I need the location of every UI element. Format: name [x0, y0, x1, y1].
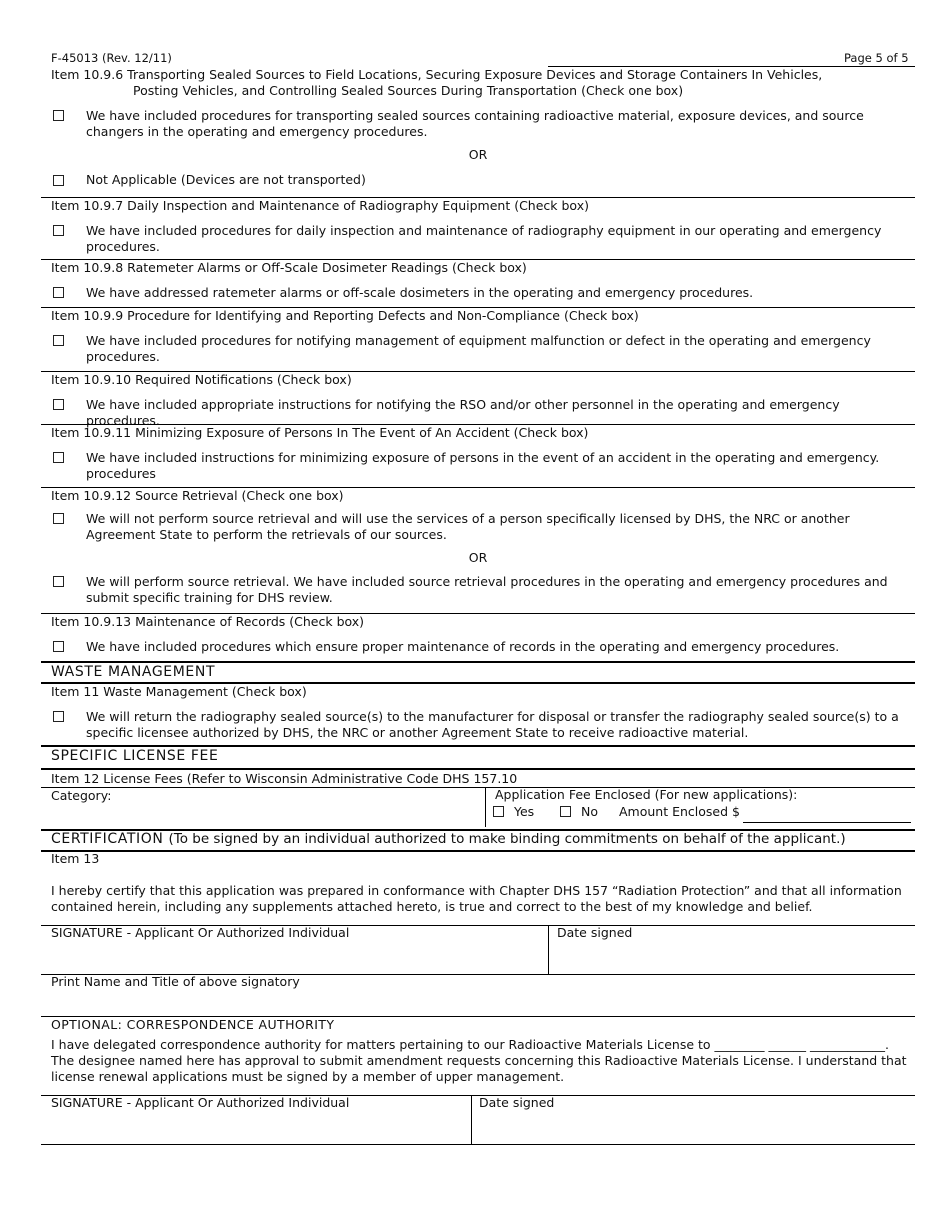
item-10-9-6-or: OR — [468, 147, 488, 162]
section-divider — [41, 850, 915, 852]
item-10-9-7-title: Item 10.9.7 Daily Inspection and Maintenance of Radiography Equipment (Check box) — [51, 198, 589, 213]
item-10-9-10-title: Item 10.9.10 Required Notifications (Check box) — [51, 372, 352, 387]
item-10-9-6-title-line1: Item 10.9.6 Transporting Sealed Sources to Field Locations, Securing Exposure Devices and Storage Containers In Vehicles, — [51, 67, 823, 82]
correspondence-signature-label: SIGNATURE - Applicant Or Authorized Individual — [51, 1095, 350, 1110]
fee-no-label: No — [581, 804, 598, 819]
item-10-9-12-option1-checkbox[interactable] — [53, 513, 64, 524]
correspondence-heading: OPTIONAL: CORRESPONDENCE AUTHORITY — [51, 1017, 335, 1032]
amount-enclosed-label: Amount Enclosed $ — [619, 804, 740, 819]
license-fee-heading: SPECIFIC LICENSE FEE — [51, 748, 219, 764]
item-10-9-12-option2-checkbox[interactable] — [53, 576, 64, 587]
section-divider — [41, 745, 915, 747]
signature-label: SIGNATURE - Applicant Or Authorized Individual — [51, 925, 350, 940]
certification-heading — [51, 831, 846, 847]
item-10-9-11-title: Item 10.9.11 Minimizing Exposure of Persons In The Event of An Accident (Check box) — [51, 425, 589, 440]
item-10-9-8-title: Item 10.9.8 Ratemeter Alarms or Off-Scale Dosimeter Readings (Check box) — [51, 260, 527, 275]
item-10-9-6-option1-checkbox[interactable] — [53, 110, 64, 121]
item-10-9-11-checkbox[interactable] — [53, 452, 64, 463]
section-divider — [41, 661, 915, 663]
item-10-9-6-option2-checkbox[interactable] — [53, 175, 64, 186]
section-divider — [41, 768, 915, 770]
fee-enclosed-label: Application Fee Enclosed (For new applications): — [495, 787, 798, 802]
item-10-9-13-checkbox[interactable] — [53, 641, 64, 652]
item-10-9-12-or: OR — [468, 550, 488, 565]
item-11-title: Item 11 Waste Management (Check box) — [51, 684, 307, 699]
correspondence-signature-field[interactable] — [41, 1113, 469, 1143]
item-13-title: Item 13 — [51, 851, 100, 866]
correspondence-date-label: Date signed — [479, 1095, 555, 1110]
item-10-9-7-checkbox[interactable] — [53, 225, 64, 236]
correspondence-date-field[interactable] — [474, 1113, 913, 1143]
item-10-9-13-text: We have included procedures which ensure proper maintenance of records in the operating and emergency procedures. — [86, 639, 840, 654]
item-10-9-6-option1-text: We have included procedures for transporting sealed sources containing radioactive material, exposure devices, and source changers in the operating and emergency procedures. — [86, 108, 864, 139]
item-10-9-9-text: We have included procedures for notifying management of equipment malfunction or defect in the operating and emergency procedures. — [86, 333, 871, 364]
item-10-9-8-text: We have addressed ratemeter alarms or off-scale dosimeters in the operating and emergency procedures. — [86, 285, 754, 300]
item-12-title: Item 12 License Fees (Refer to Wisconsin Administrative Code DHS 157.10 — [51, 771, 518, 786]
fee-no-checkbox[interactable] — [560, 806, 571, 817]
fee-yes-checkbox[interactable] — [493, 806, 504, 817]
item-10-9-10-text: We have included appropriate instructions for notifying the RSO and/or other personnel in the operating and emergency procedures. — [86, 397, 840, 428]
item-11-text: We will return the radiography sealed source(s) to the manufacturer for disposal or transfer the radiography sealed source(s) to a specific licensee authorized by DHS, the NRC or another Agreement State to receive radioactive material. — [86, 709, 899, 740]
date-signed-field[interactable] — [551, 943, 913, 973]
item-10-9-8-checkbox[interactable] — [53, 287, 64, 298]
item-10-9-6-option2-text: Not Applicable (Devices are not transported) — [86, 172, 366, 187]
print-name-label: Print Name and Title of above signatory — [51, 974, 300, 989]
amount-enclosed-field[interactable] — [743, 822, 911, 823]
certification-statement: I hereby certify that this application was prepared in conformance with Chapter DHS 157 “Radiation Protection” and that all information contained herein, including any supplements attached hereto, is true and correct to the best of my knowledge and belief. — [51, 883, 902, 914]
item-10-9-12-option2-text: We will perform source retrieval. We have included source retrieval procedures in the operating and emergency procedures and submit specific training for DHS review. — [86, 574, 888, 605]
correspondence-divider — [471, 1095, 472, 1144]
item-10-9-12-option1-text: We will not perform source retrieval and will use the services of a person specifically licensed by DHS, the NRC or another Agreement State to perform the retrievals of our sources. — [86, 511, 850, 542]
item-10-9-10-checkbox[interactable] — [53, 399, 64, 410]
date-signed-label: Date signed — [557, 925, 633, 940]
item-10-9-6-title — [51, 67, 822, 99]
item-10-9-7-text: We have included procedures for daily inspection and maintenance of radiography equipment in our operating and emergency procedures. — [86, 223, 882, 254]
signature-field[interactable] — [41, 943, 546, 973]
form-id: F-45013 (Rev. 12/11) — [51, 51, 172, 65]
certification-title: CERTIFICATION — [51, 831, 164, 847]
correspondence-statement: I have delegated correspondence authority for matters pertaining to our Radioactive Materials License to ________ ______ ____________. The designee named here has approval to submit amendment requests concerning this Radioactive Materials License. I understand that license renewal applications must be signed by a member of upper management. — [51, 1037, 907, 1084]
item-10-9-12-title: Item 10.9.12 Source Retrieval (Check one box) — [51, 488, 344, 503]
signature-divider — [548, 925, 549, 974]
item-10-9-9-checkbox[interactable] — [53, 335, 64, 346]
fee-yes-label: Yes — [514, 804, 535, 819]
item-10-9-13-title: Item 10.9.13 Maintenance of Records (Check box) — [51, 614, 365, 629]
category-label: Category: — [51, 788, 112, 803]
certification-note: (To be signed by an individual authorized to make binding commitments on behalf of the applicant.) — [168, 831, 846, 847]
item-10-9-11-text: We have included instructions for minimizing exposure of persons in the event of an accident in the operating and emergency. procedures — [86, 450, 880, 481]
page-number: Page 5 of 5 — [844, 51, 909, 65]
item-10-9-6-title-line2: Posting Vehicles, and Controlling Sealed Sources During Transportation (Check one box) — [133, 83, 684, 98]
print-name-field[interactable] — [41, 992, 913, 1014]
waste-management-heading: WASTE MANAGEMENT — [51, 664, 216, 680]
fee-divider — [485, 787, 486, 827]
item-10-9-9-title: Item 10.9.9 Procedure for Identifying and Reporting Defects and Non-Compliance (Check box) — [51, 308, 639, 323]
divider — [41, 1144, 915, 1145]
item-11-checkbox[interactable] — [53, 711, 64, 722]
